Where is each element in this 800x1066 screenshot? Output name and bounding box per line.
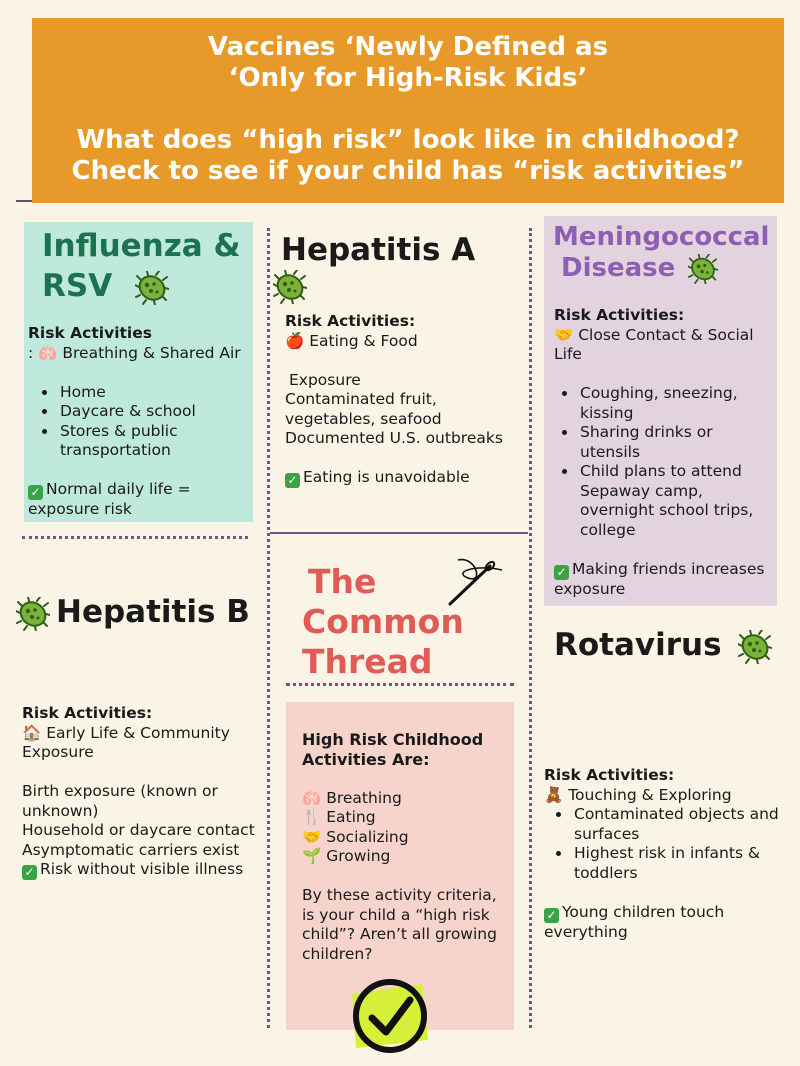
thread-question: By these activity criteria, is your child a “high risk child”? Aren’t all growing children? [302, 886, 497, 963]
hepatitis-b-title: Hepatitis B [16, 590, 268, 634]
needle-and-thread-icon [446, 556, 504, 608]
checkmark-icon [342, 966, 438, 1062]
checkmark-icon: ✓ [554, 565, 569, 580]
list-item: • Child plans to attend Sepaway camp, overnight school trips, college [578, 462, 771, 540]
rota-risk-label: Risk Activities: [544, 766, 675, 784]
influenza-rsv-panel [24, 222, 253, 522]
checkmark-icon: ✓ [544, 908, 559, 923]
thread-item-breathing: 🫁 Breathing [302, 788, 402, 807]
list-item: • Daycare & school [58, 402, 249, 422]
hepa-risk-label: Risk Activities: [285, 312, 416, 330]
influenza-rsv-title: Influenza & RSV [42, 228, 241, 304]
list-item: • Stores & public transportation [58, 422, 249, 461]
mening-category: 🤝 Close Contact & Social Life [554, 325, 754, 363]
list-item: • Coughing, sneezing, kissing [578, 384, 771, 423]
hepa-line: Contaminated fruit, vegetables, seafood [285, 390, 442, 428]
rota-note: ✓ Young children touch everything [544, 902, 725, 941]
hepatitis-a-title: Hepatitis A [281, 232, 476, 268]
header-underline [16, 200, 32, 202]
rota-category: 🧸 Touching & Exploring [544, 785, 732, 804]
thread-item-growing: 🌱 Growing [302, 847, 391, 865]
flu-category: : 🫁 Breathing & Shared Air [28, 343, 241, 362]
thread-item-socializing: 🤝 Socializing [302, 827, 409, 846]
hepb-line: Birth exposure (known or unknown) [22, 782, 218, 820]
thread-heading: High Risk Childhood Activities Are: [302, 730, 484, 769]
hepb-category: 🏠 Early Life & Community Exposure [22, 723, 230, 761]
mening-risk-label: Risk Activities: [554, 306, 685, 324]
checkmark-icon: ✓ [28, 485, 43, 500]
header-line-4: Check to see if your child has “risk activities” [71, 156, 745, 186]
virus-icon [688, 254, 718, 284]
divider-thread-top [286, 683, 514, 686]
virus-icon [135, 271, 169, 305]
thread-item-eating: 🍴 Eating [302, 808, 376, 826]
hepb-line: Asymptomatic carriers exist [22, 840, 240, 859]
header-line-3: What does “high risk” look like in childhood? [76, 125, 740, 155]
meningococcal-panel [544, 216, 777, 606]
virus-icon [16, 597, 50, 631]
divider-flu-bottom [22, 536, 248, 539]
virus-icon [738, 630, 772, 664]
flu-note: ✓ Normal daily life = exposure risk [28, 480, 191, 518]
hepb-line: Household or daycare contact [22, 821, 255, 839]
hepa-note: ✓ Eating is unavoidable [285, 468, 531, 488]
hepb-note: ✓ Risk without visible illness [22, 860, 268, 880]
meningococcal-title: Meningococcal Disease [553, 222, 770, 283]
hepa-category: 🍎 Eating & Food [285, 331, 418, 350]
flu-risk-label: Risk Activities [28, 324, 152, 342]
mening-bullet-list [578, 384, 771, 540]
hepa-line: Exposure [289, 370, 361, 389]
rotavirus-title: Rotavirus [543, 622, 788, 668]
virus-icon [273, 270, 307, 304]
list-item: • Contaminated objects and surfaces [572, 805, 788, 844]
hepb-risk-label: Risk Activities: [22, 704, 153, 722]
list-item: • Highest risk in infants & toddlers [572, 844, 788, 883]
header-line-2: ‘Only for High-Risk Kids’ [228, 63, 588, 93]
checkmark-icon: ✓ [22, 865, 37, 880]
hepatitis-b-panel [16, 590, 268, 890]
mening-note: ✓ Making friends increases exposure [554, 559, 765, 598]
checkmark-icon: ✓ [285, 473, 300, 488]
hepatitis-a-panel [281, 226, 531, 526]
list-item: • Sharing drinks or utensils [578, 423, 771, 462]
rotavirus-panel [543, 622, 788, 962]
rota-bullet-list [572, 805, 788, 883]
list-item: • Home [58, 383, 249, 403]
header-banner [32, 18, 784, 203]
common-thread-title: The Common Thread [302, 562, 464, 681]
header-line-1: Vaccines ‘Newly Defined as [207, 32, 609, 62]
flu-bullet-list [58, 383, 249, 461]
divider-hepa-bottom [270, 532, 528, 534]
hepa-line: Documented U.S. outbreaks [285, 429, 503, 447]
